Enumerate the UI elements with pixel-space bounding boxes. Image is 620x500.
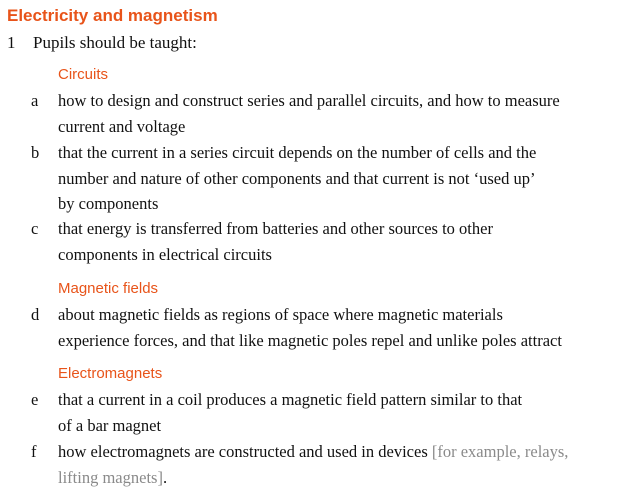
item-line: that a current in a coil produces a magnetic field pattern similar to that xyxy=(58,390,523,409)
intro-line xyxy=(7,32,197,54)
intro-text: Pupils should be taught: xyxy=(33,33,197,52)
subheading-magnetic-fields: Magnetic fields xyxy=(58,280,159,297)
intro-number: 1 xyxy=(7,33,16,52)
item-line: number and nature of other components and that current is not ‘used up’ xyxy=(58,168,536,188)
item-text xyxy=(58,302,616,353)
item-text xyxy=(58,387,616,438)
item-letter: b xyxy=(31,143,40,162)
item-line: that energy is transferred from batteries and other sources to other xyxy=(58,219,493,238)
example-note: [for example, relays, xyxy=(431,442,569,461)
item-line: about magnetic fields as regions of space where magnetic materials xyxy=(58,305,503,324)
item-letter: a xyxy=(31,91,39,110)
item-text xyxy=(58,88,616,139)
item-line: how to design and construct series and parallel circuits, and how to measure xyxy=(58,91,560,110)
item-text xyxy=(58,140,616,217)
list-item-b xyxy=(31,140,616,217)
list-item-c xyxy=(31,216,616,267)
item-line: current and voltage xyxy=(58,116,186,136)
item-letter: c xyxy=(31,219,39,238)
item-line: experience forces, and that like magnetic poles repel and unlike poles attract xyxy=(58,330,562,350)
item-letter: e xyxy=(31,390,39,409)
list-item-d xyxy=(31,302,616,353)
item-letter: f xyxy=(31,442,37,461)
item-line: by components xyxy=(58,194,159,213)
item-line: components in electrical circuits xyxy=(58,244,272,264)
item-text xyxy=(58,439,616,490)
subheading-electromagnets: Electromagnets xyxy=(58,365,163,382)
item-text xyxy=(58,216,616,267)
item-line: of a bar magnet xyxy=(58,415,162,435)
section-title: Electricity and magnetism xyxy=(7,6,218,25)
item-line: that the current in a series circuit depends on the number of cells and the xyxy=(58,143,537,162)
subheading-circuits: Circuits xyxy=(58,66,109,83)
list-item-e xyxy=(31,387,616,438)
list-item-f xyxy=(31,439,616,490)
example-note: lifting magnets] xyxy=(58,467,163,487)
item-line-end: . xyxy=(162,467,168,487)
item-line: how electromagnets are constructed and used in devices xyxy=(58,442,428,461)
item-letter: d xyxy=(31,305,40,324)
list-item-a xyxy=(31,88,616,139)
